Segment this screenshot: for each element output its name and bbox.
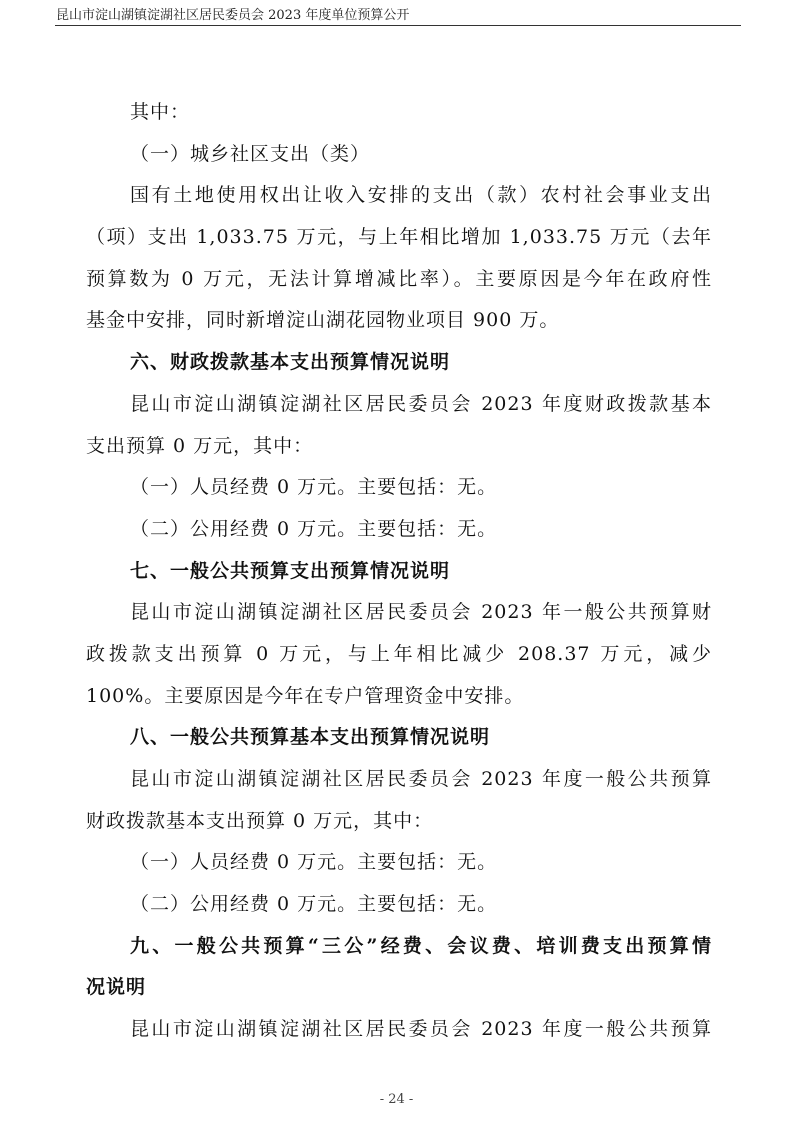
text-line: （一）城乡社区支出（类） bbox=[130, 142, 371, 165]
text-line: 支出预算 0 万元，其中： bbox=[86, 434, 314, 457]
document-body bbox=[86, 92, 712, 1051]
text-line: （一）人员经费 0 万元。主要包括：无。 bbox=[130, 476, 498, 499]
text-line: （一）人员经费 0 万元。主要包括：无。 bbox=[130, 851, 498, 874]
text-line: （二）公用经费 0 万元。主要包括：无。 bbox=[130, 893, 498, 916]
text-line: 100%。主要原因是今年在专户管理资金中安排。 bbox=[86, 684, 525, 707]
text-line: 基金中安排，同时新增淀山湖花园物业项目 900 万。 bbox=[86, 309, 560, 332]
text-line: 昆山市淀山湖镇淀湖社区居民委员会 2023 年度一般公共预算 bbox=[130, 1018, 712, 1041]
text-line: （二）公用经费 0 万元。主要包括：无。 bbox=[130, 517, 498, 540]
running-header: 昆山市淀山湖镇淀湖社区居民委员会 2023 年度单位预算公开 bbox=[56, 8, 410, 23]
text-line: 预算数为 0 万元，无法计算增减比率）。主要原因是今年在政府性 bbox=[86, 267, 712, 290]
section-heading: 九、一般公共预算“三公”经费、会议费、培训费支出预算情 bbox=[130, 934, 712, 957]
text-line: 财政拨款基本支出预算 0 万元，其中： bbox=[86, 809, 434, 832]
page-number: - 24 - bbox=[379, 1092, 414, 1107]
text-line: 政拨款支出预算 0 万元，与上年相比减少 208.37 万元，减少 bbox=[86, 642, 712, 665]
section-heading: 七、一般公共预算支出预算情况说明 bbox=[130, 559, 451, 582]
text-line: 昆山市淀山湖镇淀湖社区居民委员会 2023 年度一般公共预算 bbox=[130, 768, 712, 790]
section-heading: 况说明 bbox=[86, 976, 147, 999]
text-line: （项）支出 1,033.75 万元，与上年相比增加 1,033.75 万元（去年 bbox=[86, 226, 712, 249]
section-heading: 八、一般公共预算基本支出预算情况说明 bbox=[130, 726, 491, 749]
section-heading: 六、财政拨款基本支出预算情况说明 bbox=[130, 351, 451, 374]
text-line: 昆山市淀山湖镇淀湖社区居民委员会 2023 年度财政拨款基本 bbox=[130, 392, 712, 415]
text-line: 其中： bbox=[130, 101, 191, 123]
text-line: 国有土地使用权出让收入安排的支出（款）农村社会事业支出 bbox=[130, 184, 712, 207]
header-rule bbox=[55, 25, 741, 26]
text-line: 昆山市淀山湖镇淀湖社区居民委员会 2023 年一般公共预算财 bbox=[130, 601, 712, 624]
